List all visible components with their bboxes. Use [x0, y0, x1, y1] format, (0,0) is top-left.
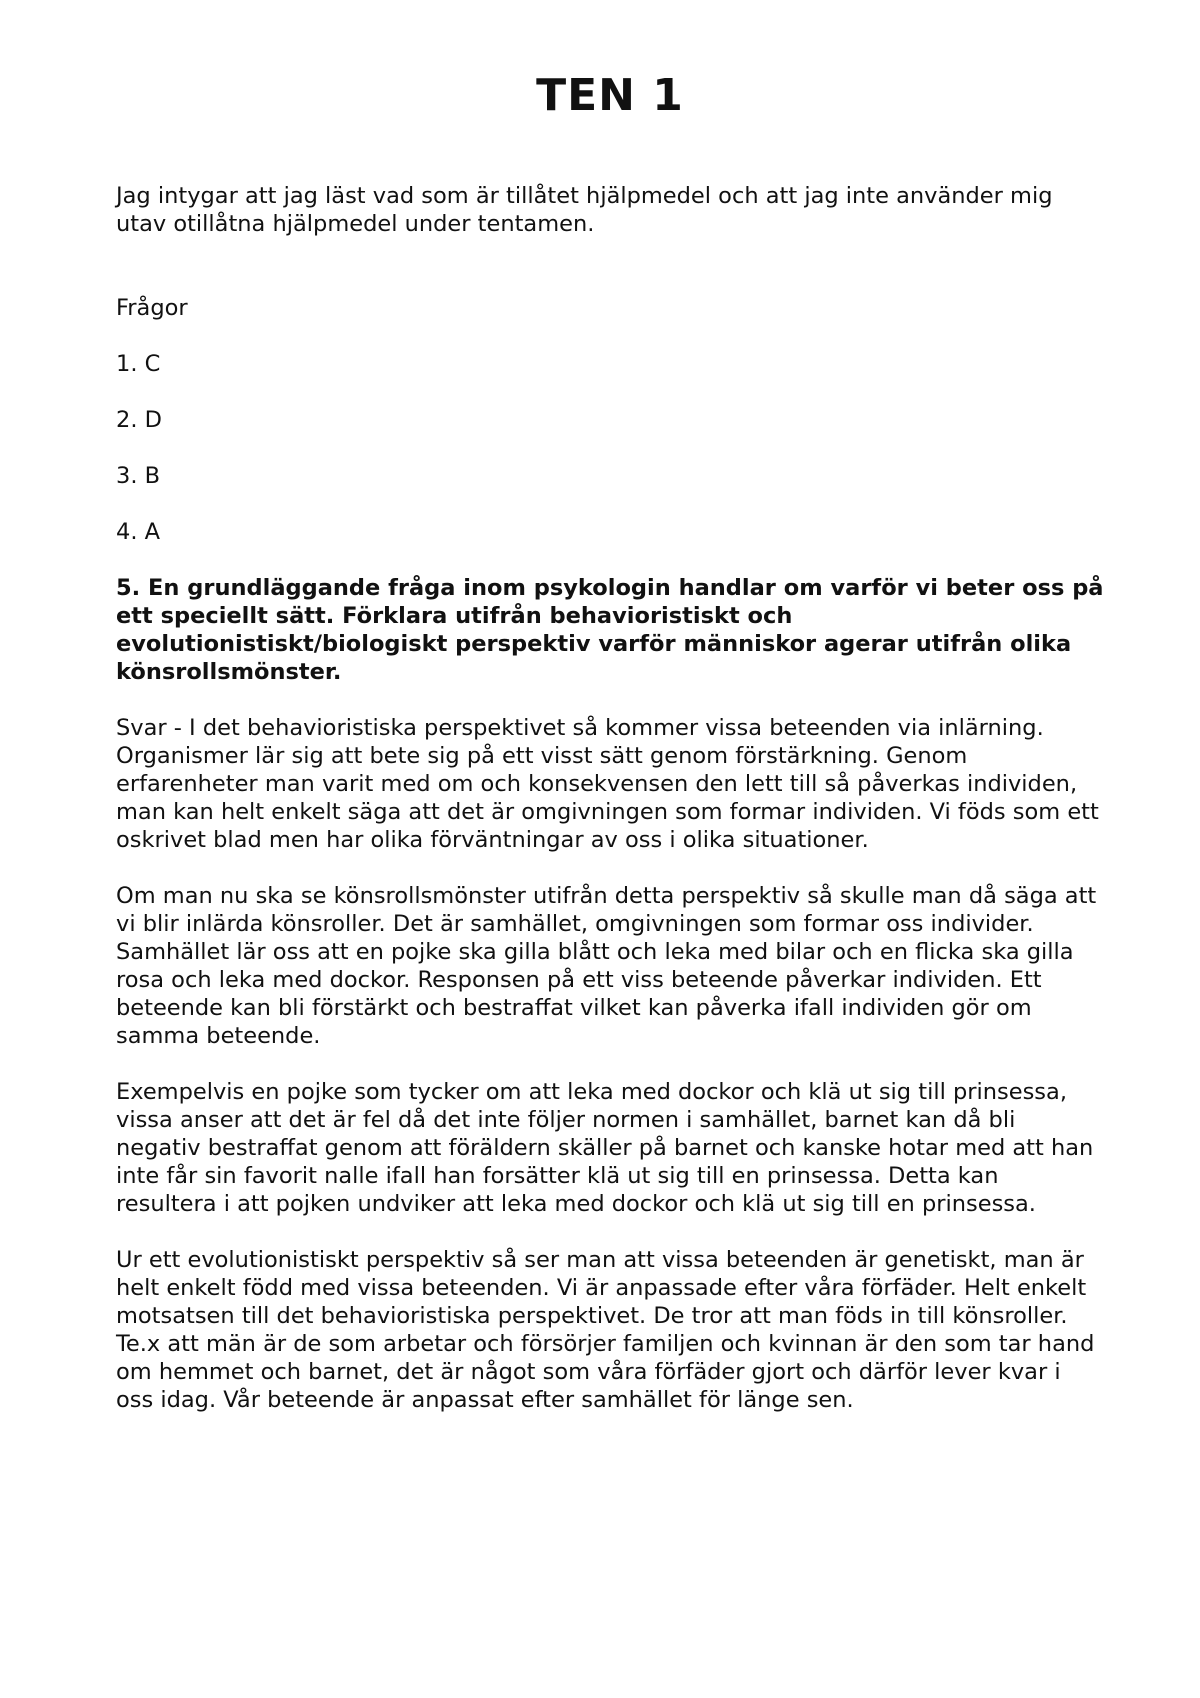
- answer-2: 2. D: [116, 407, 162, 433]
- answer-paragraph-4: Ur ett evolutionistiskt perspektiv så ser man att vissa beteenden är genetiskt, man är helt enkelt född med vissa beteenden. Vi är anpassade efter våra förfäder. Helt enkelt motsatsen till det behavioristiska perspektivet. De tror att man föds in till könsroller. Te.x att män är de som arbetar och försörjer familjen och kvinnan är den som tar hand om hemmet och barnet, det är något som våra förfäder gjort och därför lever kvar i oss idag. Vår beteende är anpassat efter samhället för länge sen.: [116, 1247, 1095, 1413]
- answer-paragraph-1: Svar - I det behavioristiska perspektivet så kommer vissa beteenden via inlärning. Organismer lär sig att bete sig på ett visst sätt genom förstärkning. Genom erfarenheter man varit med om och konsekvensen den lett till så påverkas individen, man kan helt enkelt säga att det är omgivningen som formar individen. Vi föds som ett oskrivet blad men har olika förväntningar av oss i olika situationer.: [116, 715, 1099, 853]
- document-title: TEN 1: [536, 70, 684, 121]
- answer-paragraph-2: Om man nu ska se könsrollsmönster utifrån detta perspektiv så skulle man då säga att vi blir inlärda könsroller. Det är samhället, omgivningen som formar oss individer. Samhället lär oss att en pojke ska gilla blått och leka med bilar och en flicka ska gilla rosa och leka med dockor. Responsen på ett viss beteende påverkar individen. Ett beteende kan bli förstärkt och bestraffat vilket kan påverka ifall individen gör om samma beteende.: [116, 883, 1097, 1049]
- declaration-paragraph: Jag intygar att jag läst vad som är tillåtet hjälpmedel och att jag inte använder mig utav otillåtna hjälpmedel under tentamen.: [116, 183, 1053, 237]
- questions-heading: Frågor: [116, 295, 188, 321]
- answer-1: 1. C: [116, 351, 161, 377]
- answer-4: 4. A: [116, 519, 161, 545]
- question-5: 5. En grundläggande fråga inom psykologin handlar om varför vi beter oss på ett speciellt sätt. Förklara utifrån behavioristiskt och evolutionistiskt/biologiskt perspektiv varför människor agerar utifrån olika könsrollsmönster.: [116, 575, 1104, 685]
- answer-paragraph-3: Exempelvis en pojke som tycker om att leka med dockor och klä ut sig till prinsessa, vissa anser att det är fel då det inte följer normen i samhället, barnet kan då bli negativ bestraffat genom att föräldern skäller på barnet och kanske hotar med att han inte får sin favorit nalle ifall han forsätter klä ut sig till en prinsessa. Detta kan resultera i att pojken undviker att leka med dockor och klä ut sig till en prinsessa.: [116, 1079, 1094, 1217]
- answer-3: 3. B: [116, 463, 161, 489]
